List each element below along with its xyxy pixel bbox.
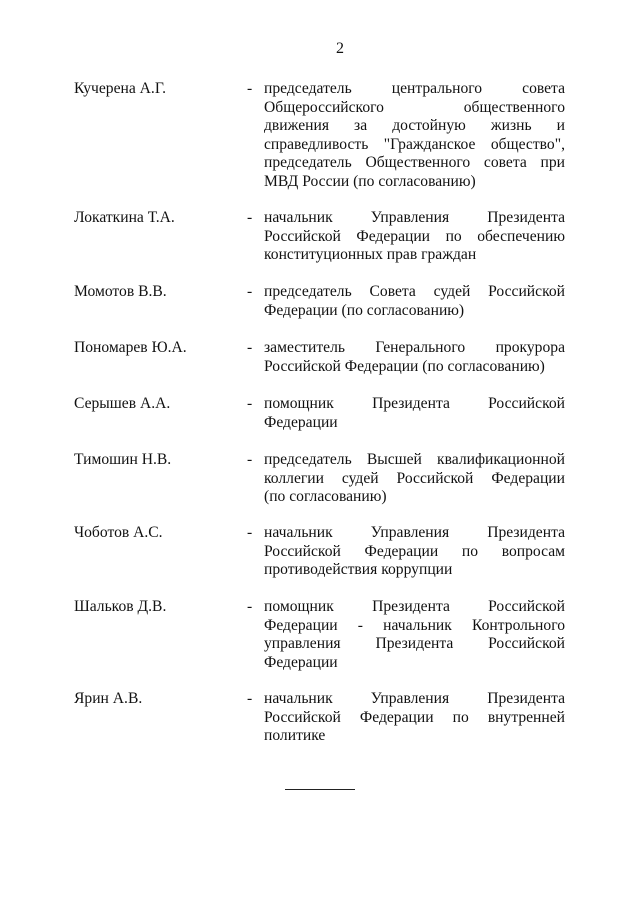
- position-line: начальник Управления Президента: [264, 690, 565, 707]
- member-position: [264, 395, 565, 432]
- position-line: заместитель Генерального прокурора: [264, 339, 565, 356]
- position-line: начальник Управления Президента: [264, 524, 565, 541]
- position-line: коллегии судей Российской Федерации: [264, 469, 565, 487]
- member-position: [264, 451, 565, 507]
- member-position: [264, 598, 565, 672]
- member-name: Момотов В.В.: [74, 283, 167, 300]
- position-line: помощник Президента Российской: [264, 598, 565, 615]
- member-position: [264, 209, 565, 265]
- position-line: Федерации: [264, 653, 338, 671]
- member-name: Тимошин Н.В.: [74, 451, 172, 468]
- entry-dash: -: [247, 598, 253, 615]
- position-line: политике: [264, 727, 326, 744]
- entry-dash: -: [247, 339, 253, 356]
- member-name: Кучерена А.Г.: [74, 80, 166, 97]
- member-position: [264, 283, 565, 320]
- position-line: помощник Президента Российской: [264, 395, 565, 412]
- member-position: [264, 80, 565, 191]
- position-line: Российской Федерации по внутренней: [264, 708, 565, 726]
- member-name: Серышев А.А.: [74, 395, 171, 412]
- position-line: председатель Совета судей Российской: [264, 283, 565, 300]
- position-line: Федерации: [264, 413, 338, 431]
- position-line: Федерации (по согласованию): [264, 301, 465, 319]
- end-of-list-rule: [285, 789, 355, 790]
- position-line: противодействия коррупции: [264, 561, 453, 578]
- entry-dash: -: [247, 451, 253, 468]
- position-line: Общероссийского общественного: [264, 98, 565, 116]
- member-name: Локаткина Т.А.: [74, 209, 175, 226]
- position-line: председатель центрального совета: [264, 80, 565, 97]
- entry-dash: -: [247, 395, 253, 412]
- entry-dash: -: [247, 209, 253, 226]
- member-name: Пономарев Ю.А.: [74, 339, 187, 356]
- member-name: Чоботов А.С.: [74, 524, 163, 541]
- position-line: председатель Общественного совета при: [264, 154, 565, 171]
- position-line: движения за достойную жизнь и: [264, 117, 565, 134]
- position-line: начальник Управления Президента: [264, 209, 565, 226]
- position-line: конституционных прав граждан: [264, 246, 477, 263]
- entry-dash: -: [247, 690, 253, 707]
- position-line: председатель Высшей квалификационной: [264, 451, 565, 468]
- position-line: управления Президента Российской: [264, 635, 565, 652]
- member-name: Ярин А.В.: [74, 690, 143, 707]
- position-line: Российской Федерации (по согласованию): [264, 357, 545, 375]
- member-name: Шальков Д.В.: [74, 598, 167, 615]
- position-line: Российской Федерации по обеспечению: [264, 227, 565, 245]
- entry-dash: -: [247, 524, 253, 541]
- position-line: МВД России (по согласованию): [264, 172, 476, 190]
- member-position: [264, 524, 565, 580]
- member-position: [264, 690, 565, 746]
- position-line: (по согласованию): [264, 488, 387, 505]
- member-position: [264, 339, 565, 376]
- entry-dash: -: [247, 283, 253, 300]
- page-number: 2: [336, 40, 344, 57]
- position-line: справедливость "Гражданское общество",: [264, 135, 565, 153]
- position-line: Федерации - начальник Контрольного: [264, 616, 565, 634]
- entry-dash: -: [247, 80, 253, 97]
- position-line: Российской Федерации по вопросам: [264, 542, 565, 560]
